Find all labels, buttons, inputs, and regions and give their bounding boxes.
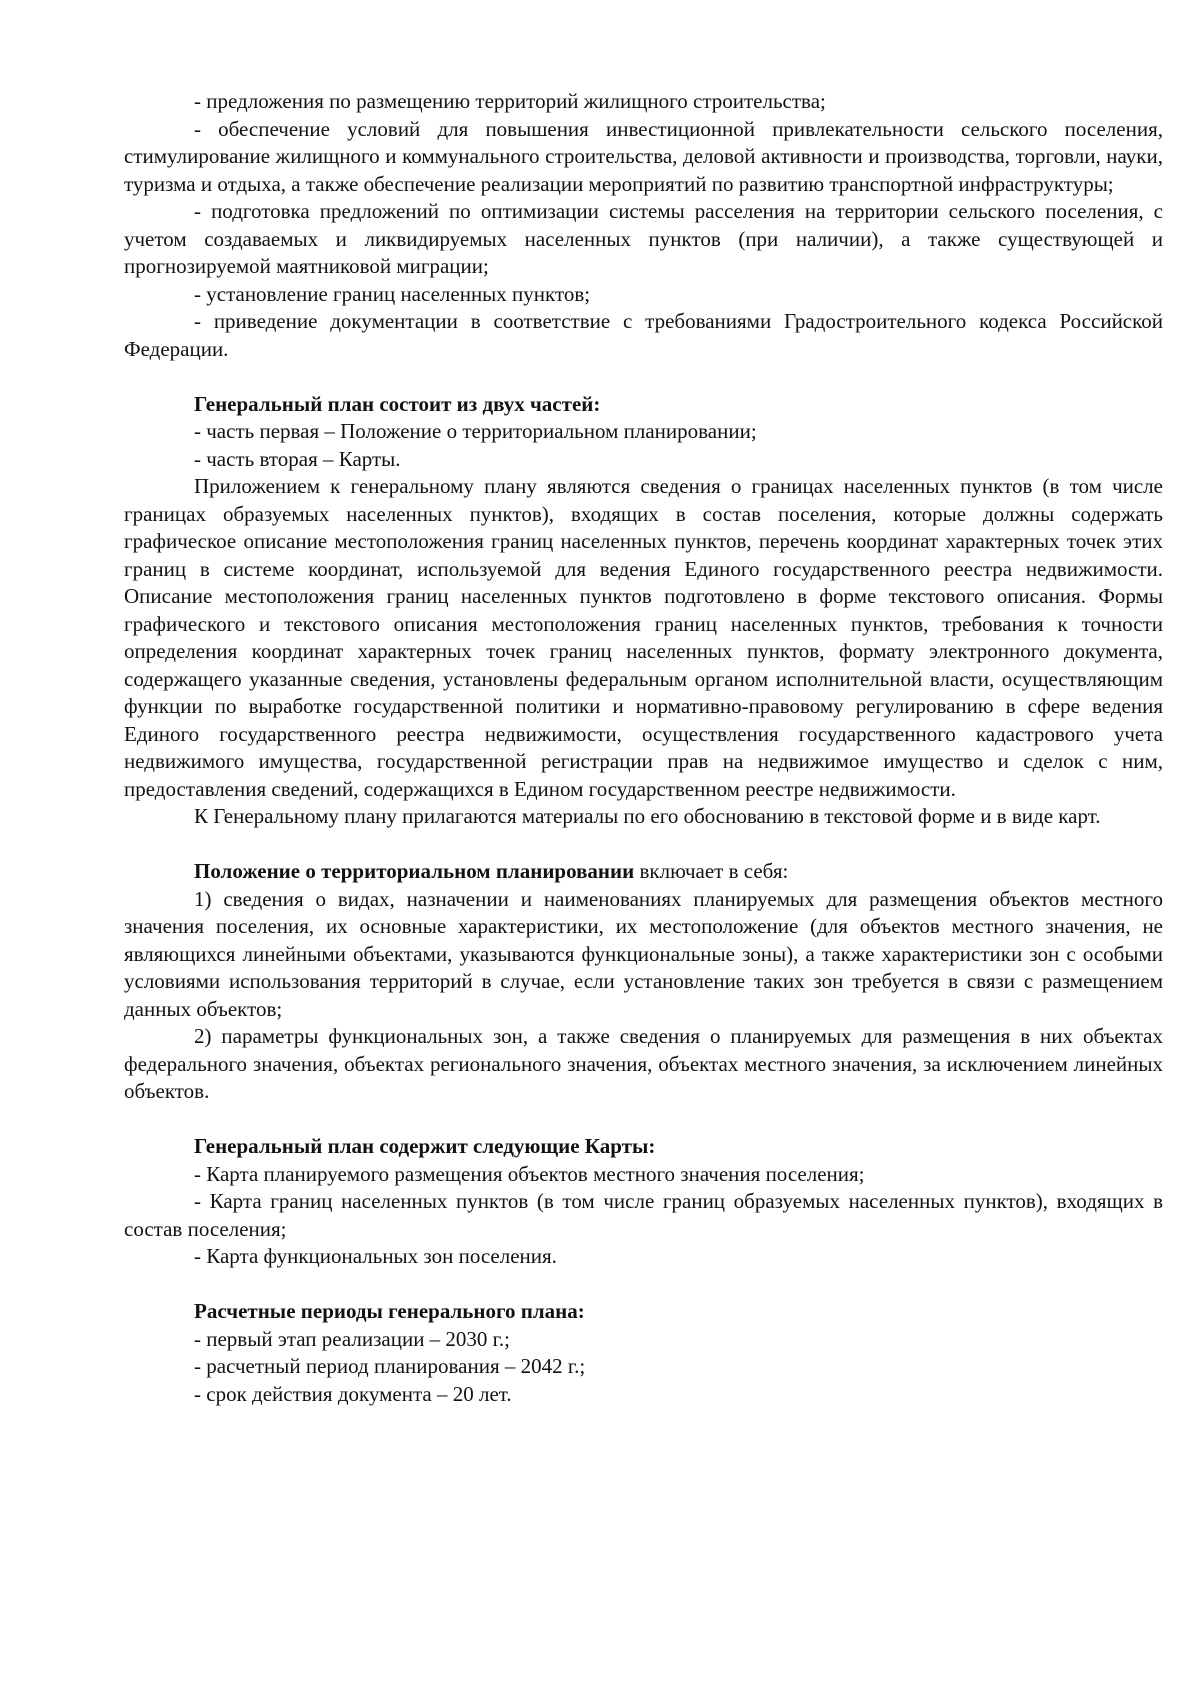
periods-item: - первый этап реализации – 2030 г.; [194, 1326, 511, 1351]
provision-item: 2) параметры функциональных зон, а также сведения о планируемых для размещения в них объектах федерального значения, объектах регионального значения, объектах местного значения, за исключением линейных объектов. [124, 1024, 1163, 1103]
maps-item: - Карта функциональных зон поселения. [194, 1244, 557, 1268]
maps-item: - Карта планируемого размещения объектов местного значения поселения; [194, 1161, 865, 1186]
periods-item: - срок действия документа – 20 лет. [194, 1381, 512, 1406]
intro-item: - установление границ населенных пунктов; [194, 281, 591, 306]
intro-item: - предложения по размещению территорий жилищного строительства; [194, 89, 826, 113]
composition-item: - часть вторая – Карты. [194, 446, 401, 471]
section-spacer [124, 1271, 1163, 1299]
maps-item: - Карта границ населенных пунктов (в том числе границ образуемых населенных пунктов), входящих в состав поселения; [124, 1189, 1163, 1241]
section-spacer [124, 363, 1163, 391]
composition-heading: Генеральный план состоит из двух частей: [194, 391, 601, 416]
provision-heading-bold: Положение о территориальном планировании [194, 859, 635, 883]
document-page [124, 88, 1163, 1408]
section-spacer [124, 1106, 1163, 1134]
composition-item: - часть первая – Положение о территориальном планировании; [194, 419, 757, 443]
appendix-paragraph: Приложением к генеральному плану являются сведения о границах населенных пунктов (в том числе границах образуемых населенных пунктов), входящих в состав поселения, которые должны содержать графическое описание местоположения границ населенных пунктов, перечень координат характерных точек этих границ в системе координат, используемой для ведения Единого государственного реестра недвижимости. Описание местоположения границ населенных пунктов подготовлено в форме текстового описания. Формы графического и текстового описания местоположения границ населенных пунктов, требования к точности определения координат характерных точек границ населенных пунктов, формату электронного документа, содержащего указанные сведения, установлены федеральным органом исполнительной власти, осуществляющим функции по выработке государственной политики и нормативно-правовому регулированию в сфере ведения Единого государственного реестра недвижимости, осуществления государственного кадастрового учета недвижимого имущества, государственной регистрации прав на недвижимое имущество и сделок с ним, предоставления сведений, содержащихся в Едином государственном реестре недвижимости. [124, 474, 1163, 801]
periods-heading: Расчетные периоды генерального плана: [194, 1299, 585, 1323]
maps-heading: Генеральный план содержит следующие Карты: [194, 1134, 656, 1158]
provision-heading-rest: включает в себя: [634, 859, 789, 883]
intro-item: - обеспечение условий для повышения инвестиционной привлекательности сельского поселения, стимулирование жилищного и коммунального строительства, деловой активности и производства, торговли, науки, туризма и отдыха, а также обеспечение реализации мероприятий по развитию транспортной инфраструктуры; [124, 116, 1163, 196]
periods-item: - расчетный период планирования – 2042 г.; [194, 1354, 586, 1378]
provision-item: 1) сведения о видах, назначении и наименованиях планируемых для размещения объектов местного значения поселения, их основные характеристики, их местоположение (для объектов местного значения, не являющихся линейными объектами, указываются функциональные зоны), а также характеристики зон с особыми условиями использования территорий в случае, если установление таких зон требуется в связи с размещением данных объектов; [124, 886, 1163, 1021]
intro-item: - подготовка предложений по оптимизации системы расселения на территории сельского поселения, с учетом создаваемых и ликвидируемых населенных пунктов (при наличии), а также существующей и прогнозируемой маятниковой миграции; [124, 199, 1163, 278]
section-spacer [124, 831, 1163, 859]
intro-item: - приведение документации в соответствие с требованиями Градостроительного кодекса Российской Федерации. [124, 309, 1163, 361]
provision-heading [124, 858, 1163, 886]
materials-paragraph: К Генеральному плану прилагаются материалы по его обоснованию в текстовой форме и в виде карт. [194, 804, 1101, 828]
